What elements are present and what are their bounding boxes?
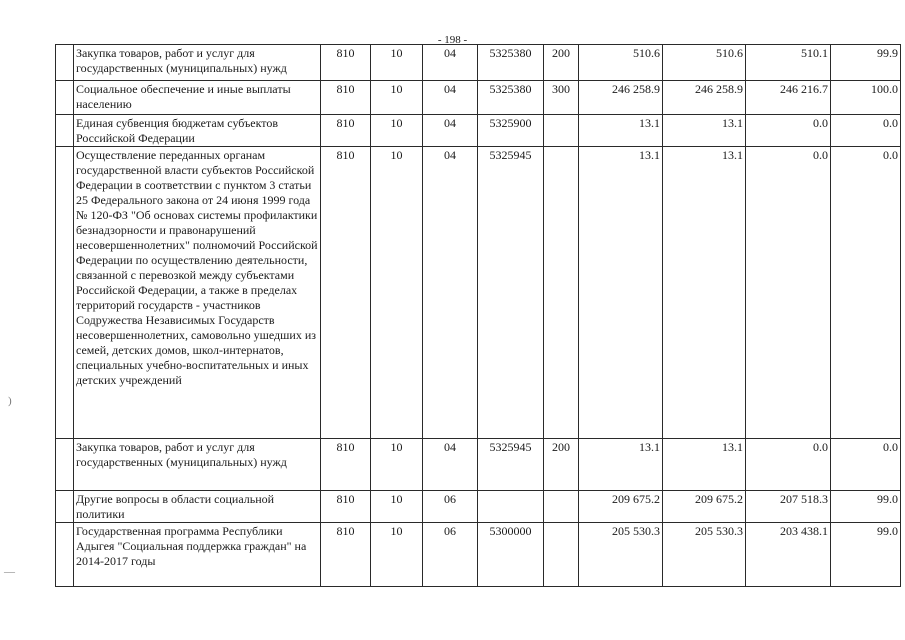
code-admin: 810	[321, 491, 371, 523]
row-name: Государственная программа Республики Адыгея "Социальная поддержка граждан" на 2014-2017 годы	[74, 523, 321, 587]
table-row	[56, 147, 901, 439]
code-admin: 810	[321, 115, 371, 147]
amount-1: 13.1	[579, 439, 663, 491]
amount-2: 13.1	[663, 147, 746, 439]
code-target: 5325945	[478, 439, 544, 491]
code-expense-type: 300	[544, 81, 579, 115]
code-section: 10	[371, 523, 423, 587]
percent-executed: 0.0	[831, 147, 901, 439]
row-name: Другие вопросы в области социальной политики	[74, 491, 321, 523]
amount-executed: 207 518.3	[746, 491, 831, 523]
percent-executed: 99.9	[831, 45, 901, 81]
code-admin: 810	[321, 147, 371, 439]
row-name: Социальное обеспечение и иные выплаты населению	[74, 81, 321, 115]
code-subsection: 06	[423, 523, 478, 587]
amount-2: 510.6	[663, 45, 746, 81]
table-row	[56, 439, 901, 491]
code-expense-type: 200	[544, 439, 579, 491]
code-admin: 810	[321, 45, 371, 81]
percent-executed: 99.0	[831, 491, 901, 523]
amount-executed: 0.0	[746, 439, 831, 491]
budget-table	[55, 44, 901, 587]
page-number: - 198 -	[437, 34, 468, 46]
table-row	[56, 115, 901, 147]
row-name: Закупка товаров, работ и услуг для государственных (муниципальных) нужд	[74, 45, 321, 81]
code-target: 5325945	[478, 147, 544, 439]
amount-2: 205 530.3	[663, 523, 746, 587]
code-expense-type	[544, 523, 579, 587]
amount-1: 510.6	[579, 45, 663, 81]
row-name: Единая субвенция бюджетам субъектов Российской Федерации	[74, 115, 321, 147]
margin-cell	[56, 439, 74, 491]
amount-1: 209 675.2	[579, 491, 663, 523]
code-target: 5300000	[478, 523, 544, 587]
amount-1: 13.1	[579, 115, 663, 147]
code-target: 5325380	[478, 81, 544, 115]
margin-mark: —	[4, 566, 15, 578]
amount-executed: 246 216.7	[746, 81, 831, 115]
code-expense-type	[544, 491, 579, 523]
code-section: 10	[371, 147, 423, 439]
code-subsection: 04	[423, 439, 478, 491]
code-subsection: 04	[423, 45, 478, 81]
margin-cell	[56, 147, 74, 439]
amount-1: 205 530.3	[579, 523, 663, 587]
code-section: 10	[371, 115, 423, 147]
code-subsection: 04	[423, 81, 478, 115]
row-name: Закупка товаров, работ и услуг для государственных (муниципальных) нужд	[74, 439, 321, 491]
amount-executed: 0.0	[746, 147, 831, 439]
table-row	[56, 45, 901, 81]
percent-executed: 100.0	[831, 81, 901, 115]
table-row	[56, 81, 901, 115]
percent-executed: 99.0	[831, 523, 901, 587]
margin-cell	[56, 45, 74, 81]
code-expense-type	[544, 147, 579, 439]
margin-cell	[56, 115, 74, 147]
margin-mark: )	[8, 395, 12, 407]
code-admin: 810	[321, 81, 371, 115]
code-admin: 810	[321, 439, 371, 491]
margin-cell	[56, 81, 74, 115]
code-target	[478, 491, 544, 523]
code-subsection: 04	[423, 115, 478, 147]
code-target: 5325380	[478, 45, 544, 81]
code-section: 10	[371, 81, 423, 115]
amount-2: 13.1	[663, 439, 746, 491]
amount-2: 209 675.2	[663, 491, 746, 523]
code-subsection: 04	[423, 147, 478, 439]
amount-1: 13.1	[579, 147, 663, 439]
code-section: 10	[371, 439, 423, 491]
row-name: Осуществление переданных органам государственной власти субъектов Российской Федерации в соответствии с пунктом 3 статьи 25 Федерального закона от 24 июня 1999 года № 120-ФЗ "Об основах системы профилактики безнадзорности и правонарушений несовершеннолетних" полномочий Российской Федерации по осуществлению деятельности, связанной с перевозкой между субъектами Российской Федерации, а также в пределах территорий государств - участников Содружества Независимых Государств несовершеннолетних, самовольно ушедших из семей, детских домов, школ-интернатов, специальных учебно-воспитательных и иных детских учреждений	[74, 147, 321, 439]
table-row	[56, 523, 901, 587]
code-expense-type: 200	[544, 45, 579, 81]
percent-executed: 0.0	[831, 439, 901, 491]
code-subsection: 06	[423, 491, 478, 523]
code-admin: 810	[321, 523, 371, 587]
code-target: 5325900	[478, 115, 544, 147]
amount-executed: 0.0	[746, 115, 831, 147]
amount-2: 246 258.9	[663, 81, 746, 115]
percent-executed: 0.0	[831, 115, 901, 147]
margin-cell	[56, 523, 74, 587]
code-section: 10	[371, 45, 423, 81]
amount-1: 246 258.9	[579, 81, 663, 115]
code-expense-type	[544, 115, 579, 147]
table-row	[56, 491, 901, 523]
amount-executed: 510.1	[746, 45, 831, 81]
amount-2: 13.1	[663, 115, 746, 147]
code-section: 10	[371, 491, 423, 523]
margin-cell	[56, 491, 74, 523]
amount-executed: 203 438.1	[746, 523, 831, 587]
